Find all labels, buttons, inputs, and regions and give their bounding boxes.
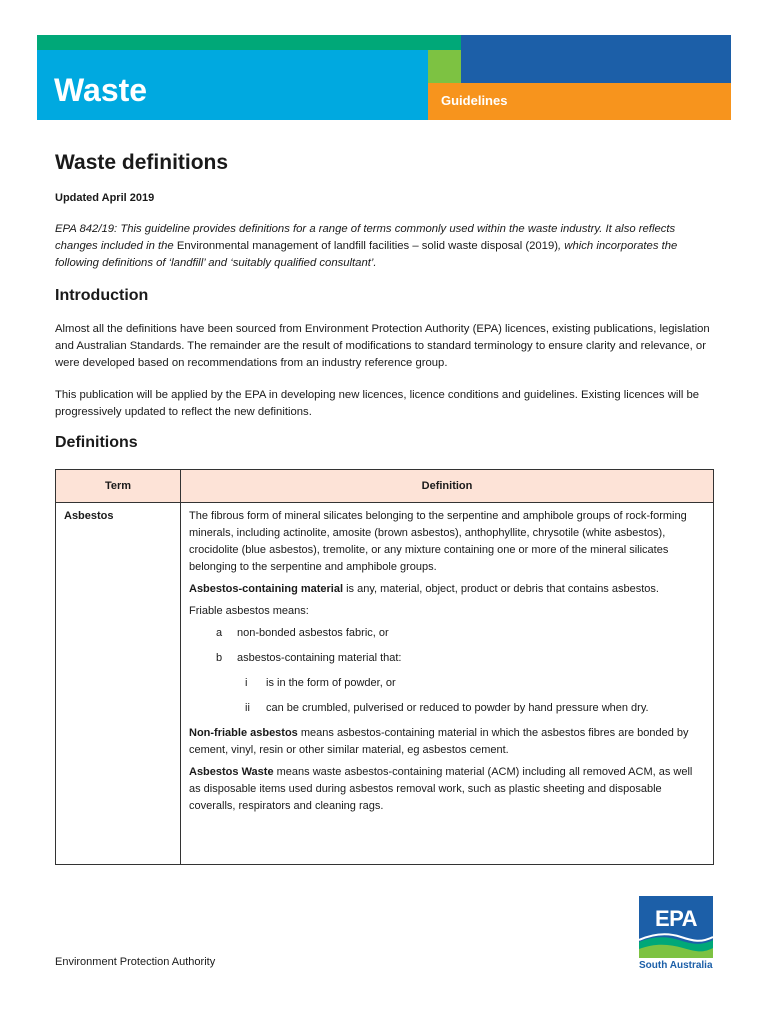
- list-item: [189, 700, 705, 717]
- list-marker: b: [216, 652, 223, 664]
- nonfriable-term: Non-friable asbestos: [189, 727, 298, 739]
- epa-logo: [639, 896, 713, 974]
- term-cell: Asbestos: [56, 503, 181, 865]
- updated-date: Updated April 2019: [55, 192, 155, 204]
- asbestos-waste-term: Asbestos Waste: [189, 766, 274, 778]
- list-marker: a: [216, 627, 223, 639]
- list-item: [189, 650, 705, 667]
- list-item: [189, 625, 705, 642]
- banner-green-strip: [37, 35, 461, 50]
- abstract: [55, 221, 715, 272]
- friable-intro: Friable asbestos means:: [189, 605, 309, 617]
- asbestos-waste-definition: [189, 764, 705, 815]
- logo-wave-icon: [639, 896, 713, 958]
- list-item: [189, 675, 705, 692]
- definitions-heading: Definitions: [55, 434, 138, 451]
- term-column-header: Term: [56, 470, 181, 503]
- acm-term: Asbestos-containing material: [189, 583, 344, 595]
- intro-paragraph-2: This publication will be applied by the EPA in developing new licences, licence conditions and guidelines. Existing licences will be progressively updated to reflect the new definitions.: [55, 389, 700, 418]
- banner-lime-square: [428, 50, 461, 83]
- table-header-row: [56, 470, 714, 503]
- list-text: non-bonded asbestos fabric, or: [237, 627, 389, 639]
- list-marker: i: [245, 677, 248, 689]
- acm-text: is any, material, object, product or debris that contains asbestos.: [343, 583, 659, 595]
- acm-definition: [189, 581, 705, 598]
- abstract-part-1: EPA 842/19: This guideline provides definitions for a range of terms commonly used within the waste industry. It also reflects changes included in the: [55, 223, 676, 252]
- definitions-table: [55, 469, 714, 865]
- nonfriable-text: means asbestos-containing material in which the asbestos fibres are bonded by cement, vinyl, resin or other similar material, eg asbestos cement.: [189, 727, 689, 756]
- list-text: can be crumbled, pulverised or reduced to powder by hand pressure when dry.: [266, 702, 649, 714]
- logo-region: South Australia: [639, 960, 713, 971]
- definition-column-header: Definition: [181, 470, 714, 503]
- logo-letters: EPA: [654, 906, 698, 931]
- logo-box: [639, 896, 713, 958]
- abstract-part-2: , which incorporates the following definitions of ‘landfill’ and ‘suitably qualified consultant’.: [55, 240, 678, 269]
- banner-navy-block: [461, 35, 731, 83]
- footer-organisation: Environment Protection Authority: [55, 956, 216, 968]
- list-text: asbestos-containing material that:: [237, 652, 402, 664]
- nonfriable-definition: [189, 725, 705, 759]
- header-banner: [37, 35, 731, 120]
- introduction-heading: Introduction: [55, 287, 149, 304]
- asbestos-waste-text: means waste asbestos-containing material (ACM) including all removed ACM, as well as disposable items used during asbestos removal work, such as plastic sheeting and disposable coveralls, respirators and cleaning rags.: [189, 766, 693, 812]
- table-row: [56, 503, 714, 865]
- abstract-reference: Environmental management of landfill facilities – solid waste disposal (2019): [176, 240, 559, 252]
- list-marker: ii: [245, 702, 250, 714]
- banner-label: Guidelines: [441, 93, 508, 108]
- definition-cell: [181, 503, 714, 865]
- intro-paragraph-1: Almost all the definitions have been sourced from Environment Protection Authority (EPA) licences, existing publications, legislation and Australian Standards. The remainder are the result of modifications to standard terminology to ensure clarity and relevance, or were developed based on recommendations from an industry reference group.: [55, 323, 710, 369]
- list-text: is in the form of powder, or: [266, 677, 396, 689]
- banner-title: Waste: [54, 72, 148, 108]
- definition-paragraph: The fibrous form of mineral silicates belonging to the serpentine and amphibole groups of rock-forming minerals, including actinolite, amosite (brown asbestos), anthophyllite, chrysotile (white asbestos), crocidolite (blue asbestos), tremolite, or any mixture containing one or more of the mineral silicates belonging to the serpentine and amphibole groups.: [189, 510, 687, 573]
- page-title: Waste definitions: [55, 151, 229, 174]
